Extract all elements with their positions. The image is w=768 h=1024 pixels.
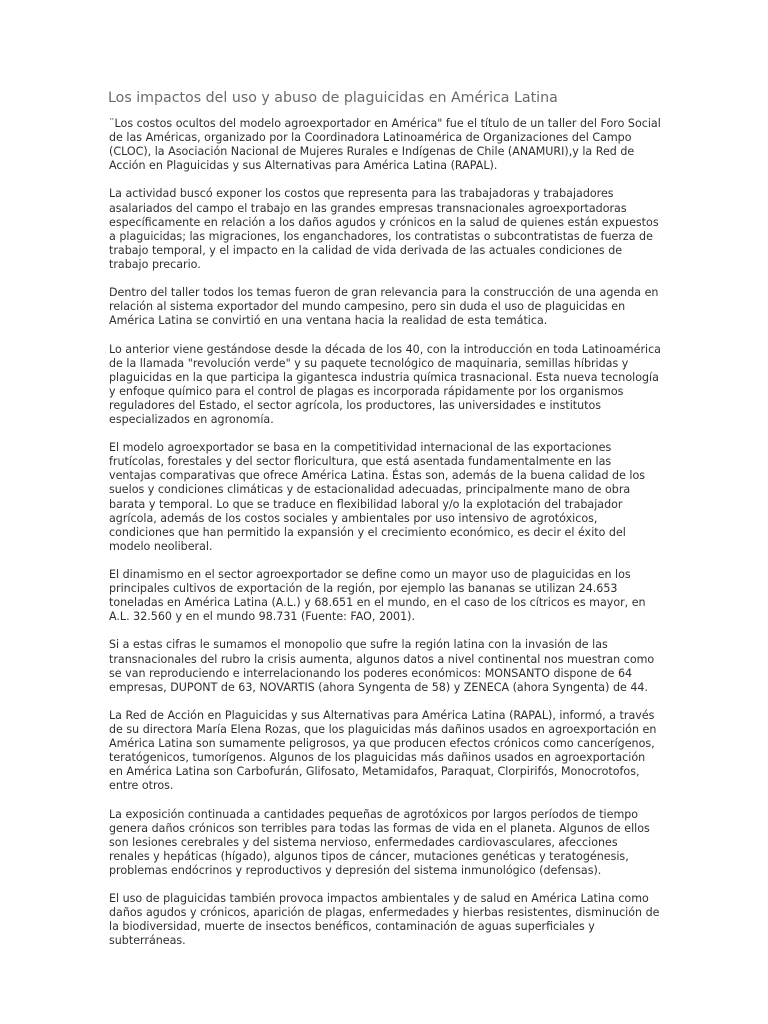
paragraph: Si a estas cifras le sumamos el monopolio que sufre la región latina con la invasión de las transnacionales del rubro la crisis aumenta, algunos datos a nivel continental nos muestran como se van reproduciendo e interrelacionando los poderes económicos: MONSANTO dispone de 64 empresas, DUPONT de 63, NOVARTIS (ahora Syngenta de 58) y ZENECA (ahora Syngenta) de 44. [109,638,655,694]
paragraph: ¨Los costos ocultos del modelo agroexportador en América" fue el título de un taller del Foro Social de las Américas, organizado por la Coordinadora Latinoamérica de Organizaciones del Campo (CLOC), la Asociación Nacional de Mujeres Rurales e Indígenas de Chile (ANAMURI),y la Red de Acción en Plaguicidas y sus Alternativas para América Latina (RAPAL). [109,117,661,173]
paragraph: El dinamismo en el sector agroexportador se define como un mayor uso de plaguicidas en los principales cultivos de exportación de la región, por ejemplo las bananas se utilizan 24.653 toneladas en América Latina (A.L.) y 68.651 en el mundo, en el caso de los cítricos es mayor, en A.L. 32.560 y en el mundo 98.731 (Fuente: FAO, 2001). [109,568,646,624]
document-title: Los impactos del uso y abuso de plaguicidas en América Latina [108,90,558,106]
paragraph: La exposición continuada a cantidades pequeñas de agrotóxicos por largos períodos de tiempo genera daños crónicos son terribles para todas las formas de vida en el planeta. Algunos de ellos son lesiones cerebrales y del sistema nervioso, enfermedades cardiovasculares, afecciones renales y hepáticas (hígado), algunos tipos de cáncer, mutaciones genéticas y teratogénesis, problemas endócrinos y reproductivos y depresión del sistema inmunológico (defensas). [109,807,650,877]
paragraph: Lo anterior viene gestándose desde la década de los 40, con la introducción en toda Latinoamérica de la llamada "revolución verde" y su paquete tecnológico de maquinaria, semillas híbridas y plaguicidas en la que participa la gigantesca industria química trasnacional. Esta nueva tecnología y enfoque químico para el control de plagas es incorporada rápidamente por los organismos reguladores del Estado, el sector agrícola, los productores, las universidades e institutos especializados en agronomía. [109,342,661,426]
paragraph: Dentro del taller todos los temas fueron de gran relevancia para la construcción de una agenda en relación al sistema exportador del mundo campesino, pero sin duda el uso de plaguicidas en América Latina se convirtió en una ventana hacia la realidad de esta temática. [109,286,659,328]
document-body [109,117,661,963]
paragraph: La Red de Acción en Plaguicidas y sus Alternativas para América Latina (RAPAL), informó, a través de su directora María Elena Rozas, que los plaguicidas más dañinos usados en agroexportación en América Latina son sumamente peligrosos, ya que producen efectos crónicos como cancerígenos, teratógenicos, tumorígenos. Algunos de los plaguicidas más dañinos usados en agroexportación en América Latina son Carbofurán, Glifosato, Metamidafos, Paraquat, Clorpirifós, Monocrotofos, entre otros. [109,708,657,793]
paragraph: La actividad buscó exponer los costos que representa para las trabajadoras y trabajadores asalariados del campo el trabajo en las grandes empresas transnacionales agroexportadoras específicamente en relación a los daños agudos y crónicos en la salud de quienes están expuestos a plaguicidas; las migraciones, los enganchadores, los contratistas o subcontratistas de fuerza de trabajo temporal, y el impacto en la calidad de vida derivada de las actuales condiciones de trabajo precario. [109,187,659,271]
paragraph: El modelo agroexportador se basa en la competitividad internacional de las exportaciones frutícolas, forestales y del sector floricultura, que está asentada fundamentalmente en las ventajas comparativas que ofrece América Latina. Éstas son, además de la buena calidad de los suelos y condiciones climáticas y de estacionalidad adecuadas, principalmente mano de obra barata y temporal. Lo que se traduce en flexibilidad laboral y/o la explotación del trabajador agrícola, además de los costos sociales y ambientales por uso intensivo de agrotóxicos, condiciones que han permitido la expansión y el crecimiento económico, es decir el éxito del modelo neoliberal. [109,441,646,553]
paragraph: El uso de plaguicidas también provoca impactos ambientales y de salud en América Latina como daños agudos y crónicos, aparición de plagas, enfermedades y hierbas resistentes, disminución de la biodiversidad, muerte de insectos benéficos, contaminación de aguas superficiales y subterráneas. [109,892,660,948]
